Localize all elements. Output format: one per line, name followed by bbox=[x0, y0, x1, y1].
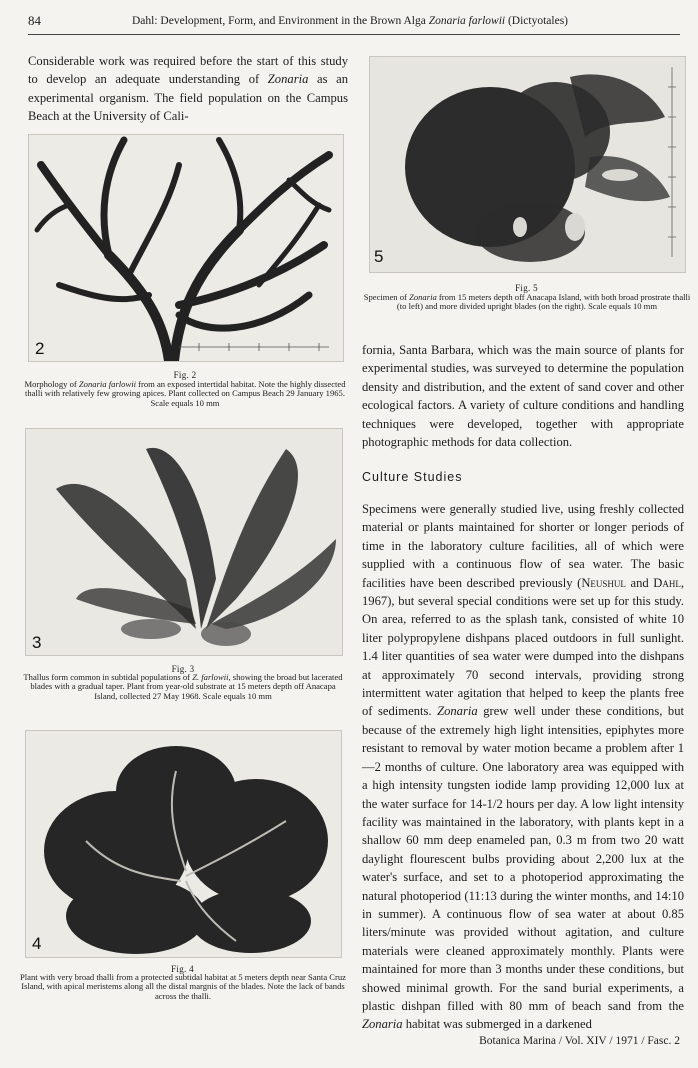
figure-2-number: 2 bbox=[35, 339, 45, 358]
figure-4-label: Fig. 4 bbox=[171, 964, 194, 974]
figure-5-caption: Specimen of Zonaria from 15 meters depth off Anacapa Island, with both broad prostrate thalli (to left) and more divided upright blades (on the right). Scale equals 10 mm bbox=[363, 292, 691, 312]
figure-2-caption: Morphology of Zonaria farlowii from an exposed intertidal habitat. Note the highly dissected thalli with relatively few growing apices. Plant collected on Campus Beach 29 January 1965. Scale equals 10 mm bbox=[24, 379, 346, 408]
continuation-paragraph: fornia, Santa Barbara, which was the main source of plants for experimental studies, was surveyed to determine the population density and distribution, and the extent of sand cover and other ecological factors. A variety of culture conditions and handling techniques were developed, together with appropriate photographic methods for data collection. bbox=[362, 343, 684, 450]
running-header bbox=[28, 10, 680, 32]
figure-3-photo bbox=[25, 428, 343, 656]
running-head: Dahl: Development, Form, and Environment in the Brown Alga Zonaria farlowii (Dictyotales) bbox=[132, 15, 569, 27]
figure-5-photo bbox=[369, 56, 686, 273]
intro-paragraph: Considerable work was required before the start of this study to develop an adequate understanding of Zonaria as an experimental organism. The field population on the Campus Beach at the University of Cali- bbox=[28, 54, 348, 124]
figure-3-number: 3 bbox=[32, 633, 42, 652]
figure-2-photo bbox=[28, 134, 344, 362]
culture-paragraph: Specimens were generally studied live, using freshly collected material or plants maintained for shorter or longer periods of time in the laboratory culture facilities, all of which were supplied with a continuous flow of sea water. The basic facilities have been described previously (Neushul and Dahl, 1967), but several special conditions were set up for this study. On area, referred to as the splash tank, consisted of white 10 liter polypropylene dishpans placed outdoors in full sunlight. 1.4 liter quantities of sea water were dumped into the dishpans at approximately 70 second intervals, providing strong intermittent water agitation that helped to keep the plants free of sediments. Zonaria grew well under these conditions, but because of the extremely high light intensities, epiphytes more resistant to removal by water motion became a problem after 1—2 months of culture. One laboratory area was equipped with a high intensity tungsten iodide lamp providing 12,000 lux at the water surface for 14-1/2 hours per day. A low light intensity facility was maintained in the laboratory, with plants kept in a shallow 60 mm deep enameled pan, 0.3 m from two 20 watt daylight flourescent bulbs providing about 2,200 lux at the water's surface, and set to a photoperiod approximating the natural photoperiod (11:13 during the winter months, and 14:10 in summer). A continuous flow of sea water at about 0.85 liters/minute was provided without agitation, and culture materials were cleaned approximately monthly. Plants were maintained for more than 3 months under these conditions, but showed minimal growth. For the sand burial experiments, a plastic dishpan filled with 80 mm of beach sand from the Zonaria habitat was submerged in a darkened bbox=[362, 502, 684, 1032]
figure-3-caption: Thallus form common in subtidal populations of Z. farlowii, showing the broad but lacerated blades with a gradual taper. Plant from year-old substrate at 15 meters depth off Anacapa Island, collected 27 May 1968. Scale equals 10 mm bbox=[23, 672, 343, 701]
figure-2-label: Fig. 2 bbox=[173, 370, 197, 380]
header-rule bbox=[28, 34, 680, 35]
section-heading-culture-studies: Culture Studies bbox=[362, 470, 463, 484]
figure-4-caption: Plant with very broad thalli from a protected subtidal habitat at 5 meters depth near Santa Cruz Island, with apical meristems along all the distal margnis of the blades. Note the lack of bands across the thalli. bbox=[20, 972, 346, 1001]
figure-3-label: Fig. 3 bbox=[171, 664, 195, 674]
figure-4-number: 4 bbox=[32, 934, 42, 953]
figure-5-label: Fig. 5 bbox=[515, 283, 538, 293]
figure-4-photo bbox=[25, 730, 342, 958]
page-number: 84 bbox=[28, 13, 41, 28]
figure-5-number: 5 bbox=[374, 247, 384, 266]
journal-citation: Botanica Marina / Vol. XIV / 1971 / Fasc. 2 bbox=[479, 1035, 680, 1047]
